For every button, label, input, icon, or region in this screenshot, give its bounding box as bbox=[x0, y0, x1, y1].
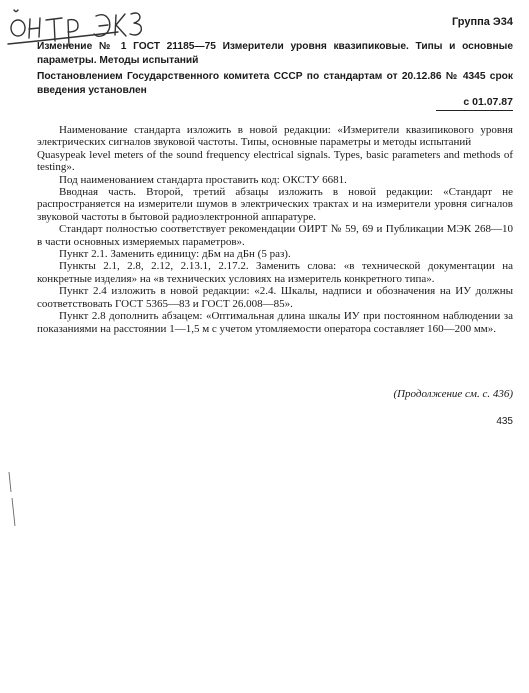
paragraph-item-2-1: Пункт 2.1. Заменить единицу: дБм на дБн (5 раз). bbox=[59, 248, 291, 261]
paragraph-items-list: Пункты 2.1, 2.8, 2.12, 2.13.1, 2.17.2. Заменить слова: «в технической документации на конкретные изделия» на «в технических условиях на измеритель конкретного типа». bbox=[37, 260, 513, 285]
paragraph-code: Под наименованием стандарта проставить код: ОКСТУ 6681. bbox=[59, 173, 347, 186]
paragraph-title-change: Наименование стандарта изложить в новой редакции: «Измерители квазипикового уровня электрических сигналов звуковой частоты. Типы, основные параметры и методы испытаний bbox=[37, 124, 513, 149]
paragraph-english-title: Quasypeak level meters of the sound frequency electrical signals. Types, basic parameters and methods of testing». bbox=[37, 148, 513, 174]
amendment-body bbox=[37, 124, 513, 335]
paragraph-intro: Вводная часть. Второй, третий абзацы изложить в новой редакции: «Стандарт не распространяется на измерители шумов в электрических трактах и на измерители уровня сигналов звуковой частоты в бытовой радиоэлектронной аппаратуре. bbox=[37, 186, 513, 223]
effective-date: с 01.07.87 bbox=[463, 96, 513, 108]
page-number: 435 bbox=[496, 416, 513, 427]
effective-date-underline bbox=[436, 110, 513, 111]
paragraph-item-2-8: Пункт 2.8 дополнить абзацем: «Оптимальная длина шкалы ИУ при постоянном наблюдении за показаниями на расстоянии 1—1,5 м с учетом утомляемости оператора составляет 160—200 мм». bbox=[37, 310, 513, 335]
group-code: Группа Э34 bbox=[451, 16, 513, 28]
continued-note: (Продолжение см. с. 436) bbox=[393, 388, 513, 400]
margin-pencil-mark bbox=[6, 470, 18, 530]
amendment-title: Изменение № 1 ГОСТ 21185—75 Измерители уровня квазипиковые. Типы и основные параметры. Методы испытаний bbox=[37, 41, 513, 66]
paragraph-compliance: Стандарт полностью соответствует рекомендации ОИРТ № 59, 69 и Публикации МЭК 268—10 в части основных измеряемых параметров». bbox=[37, 223, 513, 248]
decree-text: Постановлением Государственного комитета СССР по стандартам от 20.12.86 № 4345 срок введения установлен bbox=[37, 71, 513, 96]
paragraph-item-2-4: Пункт 2.4 изложить в новой редакции: «2.4. Шкалы, надписи и обозначения на ИУ должны соответствовать ГОСТ 5365—83 и ГОСТ 26.008—85». bbox=[37, 285, 513, 310]
